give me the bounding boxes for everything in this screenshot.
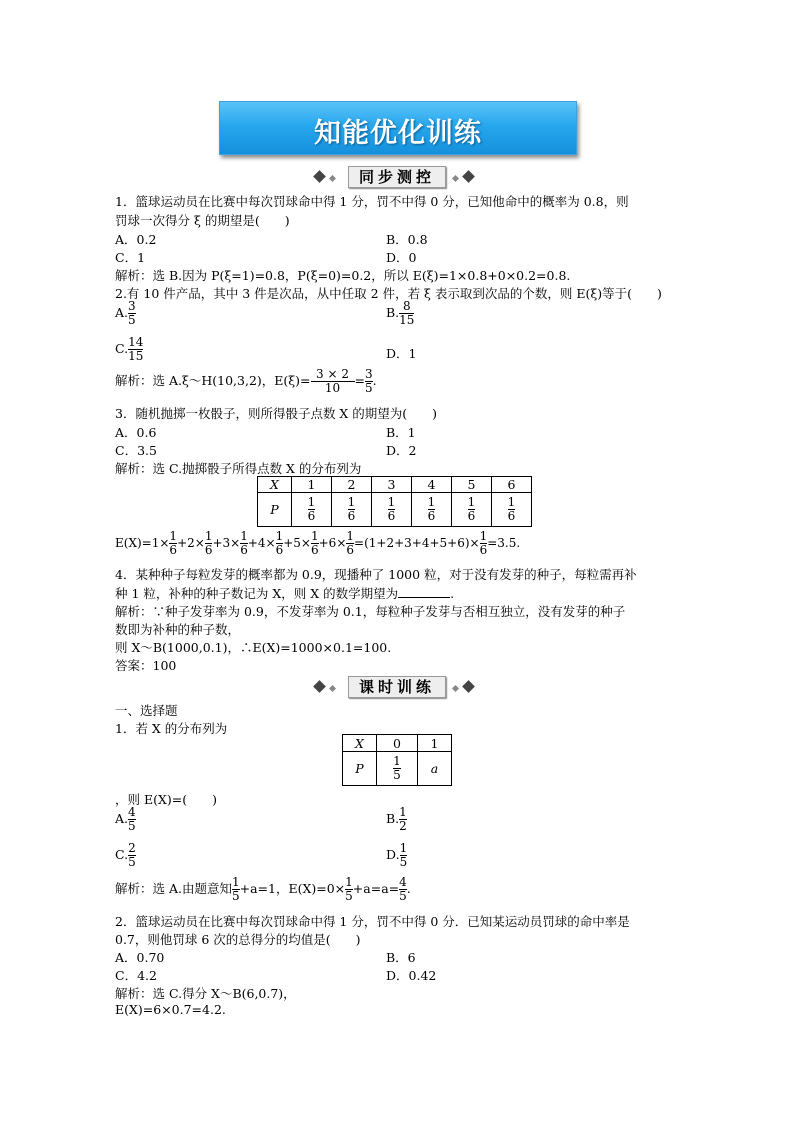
- k2-solution-line2: E(X)=6×0.7=4.2.: [115, 1002, 226, 1017]
- section-header-lesson: [0, 676, 794, 698]
- q2-option-d: D．1: [386, 346, 417, 361]
- q3-option-b: B．1: [386, 425, 416, 440]
- k2-solution-line1: 解析：选 C.得分 X～B(6,0.7)，: [115, 986, 296, 1001]
- diamond-ornament-icon: [312, 169, 338, 184]
- k2-option-a: A．0.70: [115, 950, 165, 965]
- section-title: 课时训练: [348, 676, 446, 698]
- title-banner: [219, 101, 577, 155]
- diamond-ornament-icon: [450, 679, 476, 694]
- table-cell-p: $\frac{1}{6}$: [372, 493, 412, 527]
- table-header-p: P: [343, 752, 377, 786]
- q2-solution: 解析：选 A.ξ～H(10,3,2)，E(ξ)= $\frac{3 \times 2}{10}$ = $\frac{3}{5}$ .: [115, 367, 377, 395]
- table-cell-x: 0: [377, 735, 418, 752]
- part-heading: 一、选择题: [115, 703, 178, 718]
- table-cell-x: 1: [418, 735, 452, 752]
- q3-option-a: A．0.6: [115, 425, 157, 440]
- k1-option-d: D. $\frac{1}{5}$: [386, 841, 408, 869]
- section-header-sync: [0, 166, 794, 188]
- q4-solution-line3: 则 X～B(1000,0.1)，∴E(X)=1000×0.1=100.: [115, 640, 392, 655]
- table-header-x: X: [258, 477, 292, 493]
- q3-stem: 3．随机抛掷一枚骰子，则所得骰子点数 X 的期望为( ): [115, 406, 438, 421]
- table-cell-x: 4: [412, 477, 452, 493]
- k2-option-b: B．6: [386, 950, 416, 965]
- table-cell-p: $\frac{1}{6}$: [292, 493, 332, 527]
- k1-stem: 1．若 X 的分布列为: [115, 721, 228, 736]
- k1-option-b: B. $\frac{1}{2}$: [386, 805, 407, 833]
- q4-stem-line2: 种 1 粒，补种的种子数记为 X，则 X 的数学期望为 .: [115, 586, 455, 601]
- q2-option-a: A. $\frac{3}{5}$: [115, 299, 136, 327]
- section-title: 同步测控: [348, 166, 446, 188]
- table-cell-x: 3: [372, 477, 412, 493]
- q4-stem-line1: 4．某种种子每粒发芽的概率都为 0.9，现播种了 1000 粒，对于没有发芽的种子，每粒需再补: [115, 567, 637, 582]
- q1-option-c: C．1: [115, 250, 146, 265]
- q1-option-b: B．0.8: [386, 232, 428, 247]
- q2-option-b: B. $\frac{8}{15}$: [386, 299, 415, 327]
- q3-distribution-table: [257, 476, 532, 527]
- table-cell-p: $\frac{1}{5}$: [377, 752, 418, 786]
- k1-option-a: A. $\frac{4}{5}$: [115, 805, 136, 833]
- k1-option-c: C. $\frac{2}{5}$: [115, 841, 136, 869]
- table-cell-p: $\frac{1}{6}$: [492, 493, 532, 527]
- q4-answer: 答案：100: [115, 658, 177, 673]
- table-cell-x: 5: [452, 477, 492, 493]
- k2-stem-line2: 0.7，则他罚球 6 次的总得分的均值是( ): [115, 932, 361, 947]
- q2-option-c: C. $\frac{14}{15}$: [115, 335, 144, 363]
- table-header-x: X: [343, 735, 377, 752]
- k1-solution: 解析：选 A.由题意知 $\frac{1}{5}$ +a=1，E(X)=0× $\frac{1}{5}$ +a=a= $\frac{4}{5}$ .: [115, 875, 411, 903]
- k2-option-c: C．4.2: [115, 968, 157, 983]
- table-cell-p: a: [418, 752, 452, 786]
- table-cell-x: 1: [292, 477, 332, 493]
- q4-solution-line1: 解析：∵种子发芽率为 0.9，不发芽率为 0.1，每粒种子发芽与否相互独立，没有发芽的种子: [115, 604, 626, 619]
- q3-option-c: C．3.5: [115, 443, 157, 458]
- diamond-ornament-icon: [312, 679, 338, 694]
- diamond-ornament-icon: [450, 169, 476, 184]
- q3-solution: 解析：选 C.抛掷骰子所得点数 X 的分布列为: [115, 461, 362, 476]
- k1-distribution-table: [342, 734, 452, 786]
- q1-stem-line1: 1．篮球运动员在比赛中每次罚球命中得 1 分，罚不中得 0 分，已知他命中的概率为 0.8，则: [115, 194, 629, 209]
- q1-option-a: A．0.2: [115, 232, 157, 247]
- q3-option-d: D．2: [386, 443, 417, 458]
- q2-stem: 2.有 10 件产品，其中 3 件是次品，从中任取 2 件，若 ξ 表示取到次品的个数，则 E(ξ)等于( ): [115, 286, 662, 301]
- q1-stem-line2: 罚球一次得分 ξ 的期望是( ): [115, 213, 290, 228]
- banner-title: 知能优化训练: [314, 118, 482, 149]
- q4-solution-line2: 数即为补种的种子数，: [115, 622, 241, 637]
- table-header-p: P: [258, 493, 292, 527]
- k2-stem-line1: 2．篮球运动员在比赛中每次罚球命中得 1 分，罚不中得 0 分．已知某运动员罚球的命中率是: [115, 914, 630, 929]
- table-cell-p: $\frac{1}{6}$: [412, 493, 452, 527]
- answer-blank: [398, 585, 450, 598]
- q3-expectation-formula: E(X)=1× $\frac{1}{6}$ +2× $\frac{1}{6}$ +3× $\frac{1}{6}$ +4× $\frac{1}{6}$ +5× $\frac{1}{6}$ +6× $\frac{1}{6}$ =(1+2+3+4+5+6)× $\frac{1}{6}$ =3.5.: [115, 529, 521, 557]
- q1-option-d: D．0: [386, 250, 417, 265]
- table-cell-x: 2: [332, 477, 372, 493]
- table-cell-p: $\frac{1}{6}$: [332, 493, 372, 527]
- q1-solution: 解析：选 B.因为 P(ξ=1)=0.8，P(ξ=0)=0.2，所以 E(ξ)=1×0.8+0×0.2=0.8.: [115, 268, 571, 283]
- k2-option-d: D．0.42: [386, 968, 437, 983]
- k1-question: ，则 E(X)=( ): [115, 792, 217, 807]
- table-cell-x: 6: [492, 477, 532, 493]
- table-cell-p: $\frac{1}{6}$: [452, 493, 492, 527]
